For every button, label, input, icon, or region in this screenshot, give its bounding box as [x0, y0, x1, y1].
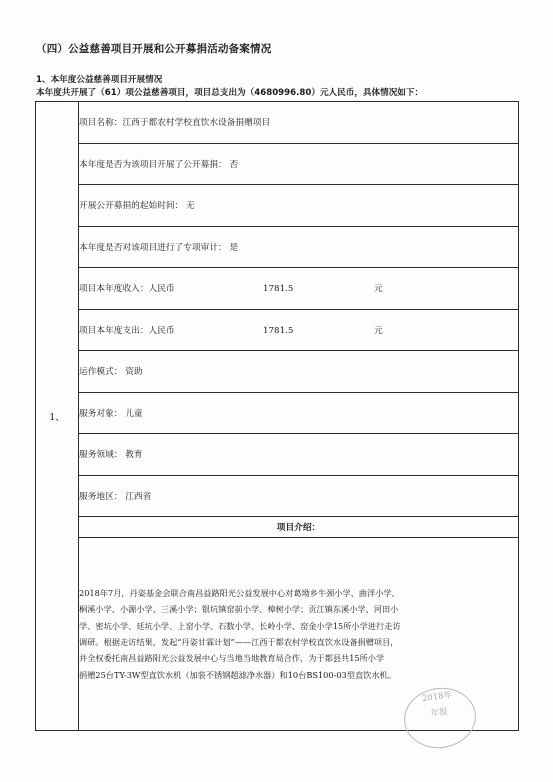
service-target: 服务对象： 儿童 [79, 392, 519, 434]
summary-line [36, 86, 423, 98]
intro-line: 学、密坑小学、廷坑小学、上窑小学、石数小学、长岭小学、窑金小学15所小学进行走访 [79, 620, 401, 631]
income-value: 1781.5 [263, 284, 294, 295]
project-count: 61 [104, 88, 117, 98]
annual-report-stamp [400, 683, 480, 752]
service-field: 服务领域： 教育 [79, 434, 519, 476]
intro-line: 调研。根据走访结果，发起“丹姿甘霖计划”——江西于都农村学校直饮水设备捐赠项目， [79, 637, 399, 647]
summary-middle: ）项公益慈善项目，项目总支出为（ [116, 88, 255, 98]
service-region: 服务地区： 江西省 [79, 475, 519, 517]
special-audit: 本年度是否对该项目进行了专项审计： 是 [79, 226, 519, 268]
stamp-line-1: 2018年 [421, 690, 453, 705]
intro-line: 2018年7月，丹姿基金会联合南昌益路阳光公益发展中心对葛坳乡牛颈小学、曲洋小学、 [79, 588, 400, 599]
section-title: （四）公益慈善项目开展和公开募捐活动备案情况 [36, 43, 272, 55]
income-row [79, 268, 519, 310]
project-index: 1、 [36, 102, 79, 731]
summary-suffix: ）元人民币，具体情况如下： [311, 88, 424, 98]
intro-heading: 项目介绍： [79, 517, 519, 538]
intro-line: 桐溪小学、小源小学、三溪小学；银坑镇窑前小学、樟树小学；贡江镇东溪小学、河田小 [79, 604, 399, 615]
expense-row [79, 309, 519, 351]
total-expense: 4680996.80 [254, 88, 312, 98]
income-label: 项目本年度收入：人民币 [79, 284, 175, 295]
summary-prefix: 本年度共开展了（ [36, 88, 105, 98]
income-unit: 元 [374, 284, 383, 295]
expense-value: 1781.5 [263, 325, 294, 336]
intro-line: 捐赠25台TY-3W型直饮水机（加装不锈钢超滤净水器）和10台BS100-03型直饮水机。 [79, 669, 396, 680]
expense-unit: 元 [374, 325, 383, 336]
project-name: 项目名称：江西于都农村学校直饮水设备捐赠项目 [79, 102, 519, 144]
public-fundraising: 本年度是否为该项目开展了公开募捐： 否 [79, 143, 519, 185]
operation-mode: 运作模式： 资助 [79, 351, 519, 393]
intro-line: 并全权委托南昌益路阳光公益发展中心与当地当地教育局合作，为于都县共15所小学 [79, 653, 385, 664]
project-table [35, 101, 519, 731]
sub-title: 1、本年度公益慈善项目开展情况 [36, 75, 163, 85]
expense-label: 项目本年度支出：人民币 [79, 325, 175, 336]
stamp-line-2: 年报 [430, 706, 449, 720]
fundraising-start: 开展公开募捐的起始时间： 无 [79, 185, 519, 227]
